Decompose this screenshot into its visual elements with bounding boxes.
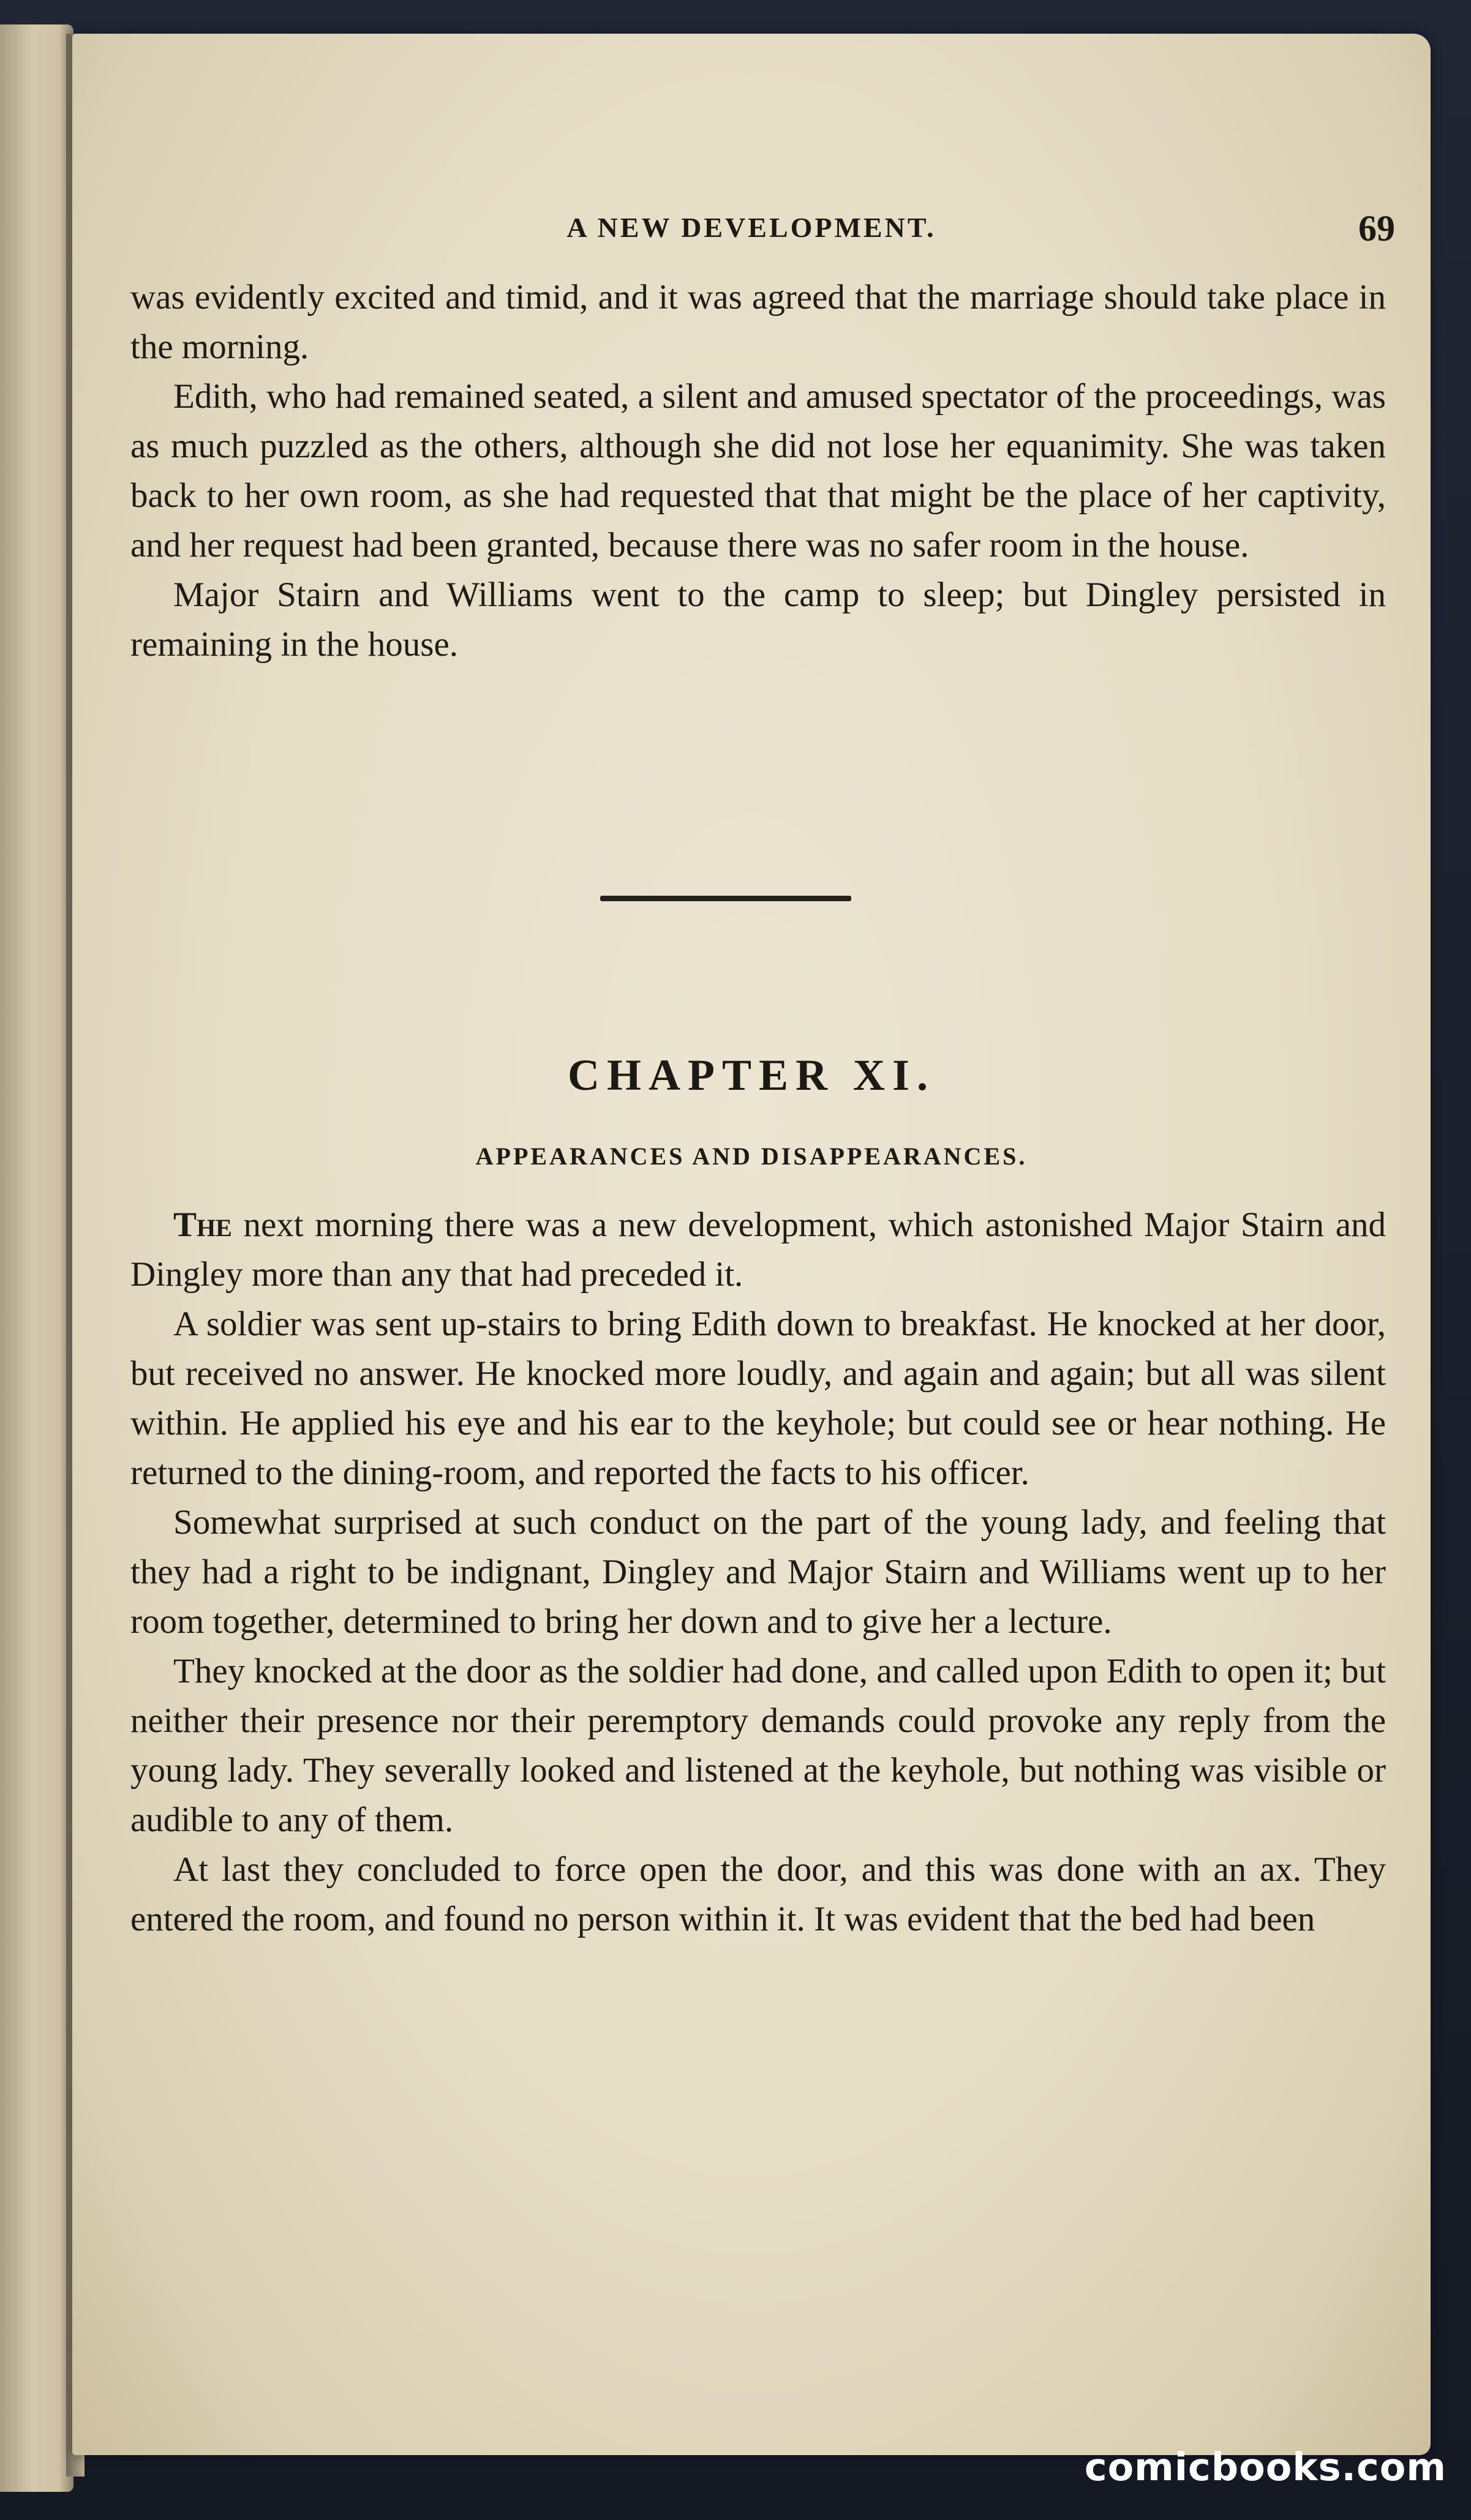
paragraph — [130, 1200, 1386, 1299]
top-text-block — [130, 272, 1386, 669]
paragraph: Somewhat surprised at such conduct on the part of the young lady, and feeling that they had a right to be indignant, Dingley and Major Stairn and Williams went up to her room together, determined to bring her down and to give her a lecture. — [130, 1503, 1386, 1641]
book-page — [72, 34, 1431, 2455]
paragraph: They knocked at the door as the soldier had done, and called upon Edith to open it; but neither their presence nor their peremptory demands could provoke any reply from the young lady. They severally looked and listened at the keyhole, but nothing was visible or audible to any of them. — [130, 1652, 1386, 1839]
chapter-subtitle: APPEARANCES AND DISAPPEARANCES. — [475, 1142, 1028, 1170]
paragraph: At last they concluded to force open the door, and this was done with an ax. They entered the room, and found no person within it. It was evident that the bed had been — [130, 1850, 1386, 1938]
bottom-text-block — [130, 1200, 1386, 1944]
section-divider — [600, 896, 851, 901]
watermark: comicbooks.com — [1084, 2445, 1447, 2489]
page-header — [72, 208, 1431, 254]
paragraph-text: next morning there was a new development, which astonished Major Stairn and Dingley more than any that had preceded it. — [130, 1206, 1386, 1294]
paragraph: Edith, who had remained seated, a silent and amused spectator of the proceedings, was as much puzzled as the others, although she did not lose her equanimity. She was taken back to her own room, as she had requested that that might be the place of her captivity, and her request had been granted, because there was no safer room in the house. — [130, 377, 1386, 564]
paragraph: Major Stairn and Williams went to the camp to sleep; but Dingley persisted in remaining in the house. — [130, 576, 1386, 664]
chapter-title: CHAPTER XI. — [567, 1051, 936, 1100]
previous-page-edge — [0, 24, 73, 2492]
paragraph: was evidently excited and timid, and it was agreed that the marriage should take place in the morning. — [130, 278, 1386, 366]
drop-word: The — [173, 1206, 232, 1244]
running-head: A NEW DEVELOPMENT. — [566, 212, 936, 243]
page-number: 69 — [1358, 208, 1395, 249]
paragraph: A soldier was sent up-stairs to bring Edith down to breakfast. He knocked at her door, but received no answer. He knocked more loudly, and again and again; but all was silent within. He applied his eye and his ear to the keyhole; but could see or hear nothing. He returned to the dining-room, and reported the facts to his officer. — [130, 1305, 1386, 1492]
